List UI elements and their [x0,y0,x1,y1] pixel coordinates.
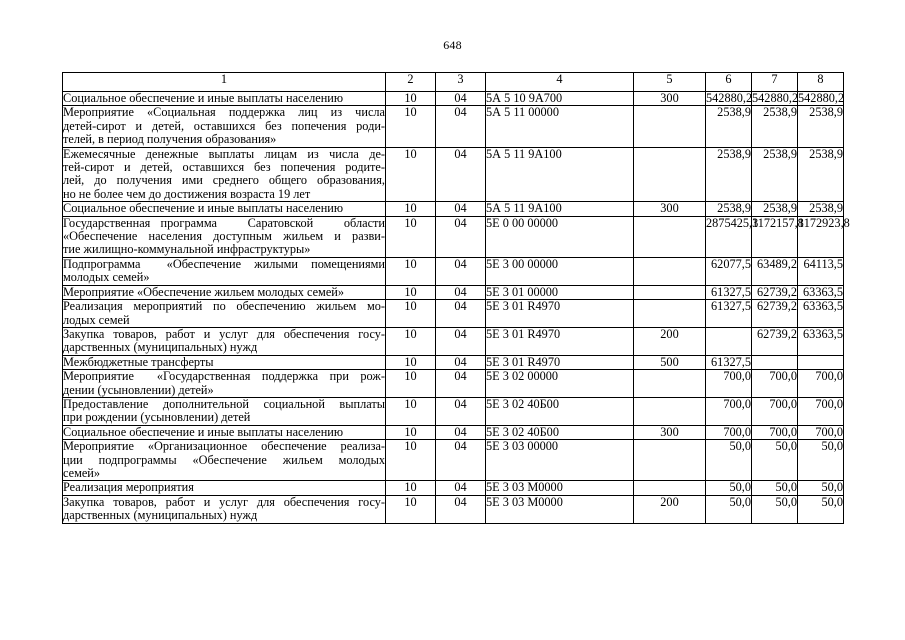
row-subsection-code: 04 [436,481,486,495]
row-name-line: телей, в период получения образования» [63,132,277,147]
row-target-code: 5А 5 11 9А100 [486,202,634,216]
row-expense-type-code [634,285,706,299]
row-amount-year2: 700,0 [752,370,798,398]
row-subsection-code: 04 [436,355,486,369]
table-row [63,92,844,106]
row-amount-year1: 700,0 [706,425,752,439]
row-name-line: семей» [63,465,101,480]
row-section-code: 10 [386,355,436,369]
row-amount-year3: 542880,2 [798,91,845,105]
row-amount-year3: 2538,9 [798,202,844,216]
row-name-cell [63,202,386,216]
row-subsection-code: 04 [436,370,486,398]
row-name-line: но не более чем до достижения возраста 19 лет [63,186,311,201]
page-number: 648 [443,38,462,52]
row-amount-year1: 50,0 [706,481,752,495]
row-name-line: Межбюджетные трансферты [63,354,214,369]
row-subsection-code: 04 [436,397,486,425]
row-expense-type-code: 300 [634,202,706,216]
row-subsection-code: 04 [436,300,486,328]
row-target-code: 5Е 3 01 R4970 [486,300,634,328]
row-amount-year3: 64113,5 [798,257,844,285]
table-row [63,106,844,147]
row-amount-year2: 50,0 [752,481,798,495]
row-name-line: детей-сирот и детей, оставшихся без попечения роди- [63,118,385,133]
row-name-cell [63,355,386,369]
row-name-line: Подпрограмма «Обеспечение жилыми помещениями [63,256,385,271]
row-name-cell [63,216,386,257]
row-amount-year1: 542880,2 [706,91,753,105]
column-header-5: 5 [634,73,706,92]
row-name-cell [63,92,386,106]
row-section-code: 10 [386,92,436,106]
row-name-cell [63,495,386,523]
row-name-cell [63,106,386,147]
row-amount-year1: 50,0 [706,495,752,523]
row-name-line: при рождении (усыновлении) детей [63,410,251,425]
row-amount-year1: 62077,5 [706,257,752,285]
row-subsection-code: 04 [436,202,486,216]
row-amount-year3: 50,0 [798,440,844,481]
row-subsection-code: 04 [436,285,486,299]
row-section-code: 10 [386,495,436,523]
row-amount-year3: 50,0 [798,495,844,523]
row-name-cell [63,440,386,481]
row-name-line: тие жилищно-коммунальной инфраструктуры» [63,242,311,257]
row-name-cell [63,147,386,202]
row-amount-year2: 50,0 [752,495,798,523]
row-amount-year3: 2538,9 [798,147,844,202]
table-header [63,73,844,92]
row-name-line: молодых семей» [63,270,150,285]
row-amount-year3: 700,0 [798,397,844,425]
row-amount-year1: 2538,9 [706,202,752,216]
row-amount-year3: 700,0 [798,370,844,398]
row-amount-year3: 63363,5 [798,327,844,355]
row-name-line: Мероприятие «Организационное обеспечение реализа- [63,439,385,454]
row-expense-type-code [634,300,706,328]
row-expense-type-code [634,147,706,202]
row-subsection-code: 04 [436,327,486,355]
row-target-code: 5Е 3 02 40Б00 [486,425,634,439]
row-subsection-code: 04 [436,147,486,202]
row-section-code: 10 [386,285,436,299]
row-amount-year1: 50,0 [706,440,752,481]
row-amount-year3: 2538,9 [798,106,844,147]
row-name-line: Социальное обеспечение и иные выплаты населению [63,91,344,105]
row-name-line: лодых семей [63,312,130,327]
row-amount-year3: 63363,5 [798,285,844,299]
row-target-code: 5Е 3 01 R4970 [486,355,634,369]
row-subsection-code: 04 [436,425,486,439]
table-row [63,355,844,369]
row-amount-year2: 63489,2 [752,257,798,285]
row-name-cell [63,425,386,439]
row-name-line: Государственная программа Саратовской области [63,215,385,230]
row-expense-type-code: 200 [634,327,706,355]
column-header-8: 8 [798,73,844,92]
table-row [63,425,844,439]
table-row [63,397,844,425]
row-section-code: 10 [386,216,436,257]
row-subsection-code: 04 [436,495,486,523]
row-amount-year3 [798,355,844,369]
row-amount-year2: 542880,2 [752,91,799,105]
row-name-line: Социальное обеспечение и иные выплаты населению [63,424,344,439]
row-target-code: 5Е 0 00 00000 [486,216,634,257]
row-target-code: 5А 5 11 00000 [486,106,634,147]
row-amount-year1: 2875425,3 [706,216,752,257]
row-expense-type-code [634,216,706,257]
row-amount-year2: 62739,2 [752,300,798,328]
column-header-7: 7 [752,73,798,92]
row-expense-type-code [634,257,706,285]
column-header-3: 3 [436,73,486,92]
row-target-code: 5А 5 11 9А100 [486,147,634,202]
row-name-line: тей-сирот и детей, оставшихся без попечения родите- [63,160,385,175]
row-name-line: Реализация мероприятий по обеспечению жильем мо- [63,299,385,314]
row-target-code: 5Е 3 03 00000 [486,440,634,481]
row-name-line: Ежемесячные денежные выплаты лицам из числа де- [63,146,385,161]
row-amount-year1: 61327,5 [706,300,752,328]
table-row [63,300,844,328]
row-name-line: Закупка товаров, работ и услуг для обеспечения госу- [63,326,385,341]
table-row [63,147,844,202]
row-expense-type-code: 200 [634,495,706,523]
row-name-cell [63,370,386,398]
row-target-code: 5Е 3 00 00000 [486,257,634,285]
budget-table-wrapper [62,72,850,524]
row-amount-year2: 700,0 [752,425,798,439]
row-name-cell [63,257,386,285]
row-amount-year1: 2538,9 [706,147,752,202]
row-section-code: 10 [386,147,436,202]
row-amount-year1: 700,0 [706,370,752,398]
row-name-line: лей, до получения ими среднего общего образования, [63,173,385,188]
row-name-line: Предоставление дополнительной социальной выплаты [63,396,385,411]
row-name-line: дарственных (муниципальных) нужд [63,340,258,355]
table-row [63,481,844,495]
row-amount-year2 [752,355,798,369]
row-expense-type-code: 500 [634,355,706,369]
row-expense-type-code [634,481,706,495]
row-section-code: 10 [386,300,436,328]
row-expense-type-code [634,440,706,481]
row-amount-year2: 2538,9 [752,147,798,202]
row-section-code: 10 [386,257,436,285]
row-expense-type-code: 300 [634,92,706,106]
row-section-code: 10 [386,202,436,216]
column-header-4: 4 [486,73,634,92]
row-section-code: 10 [386,397,436,425]
row-amount-year2: 2538,9 [752,106,798,147]
row-name-cell [63,397,386,425]
row-name-line: «Обеспечение населения доступным жильем и разви- [63,229,385,244]
column-header-1: 1 [63,73,386,92]
row-amount-year1: 61327,5 [706,355,752,369]
table-row [63,440,844,481]
row-name-line: дарственных (муниципальных) нужд [63,508,258,523]
row-name-line: дении (усыновлении) детей» [63,382,214,397]
row-expense-type-code [634,370,706,398]
row-target-code: 5Е 3 01 00000 [486,285,634,299]
row-amount-year1: 700,0 [706,397,752,425]
row-subsection-code: 04 [436,440,486,481]
row-subsection-code: 04 [436,92,486,106]
table-body [63,91,850,524]
row-name-cell [63,285,386,299]
row-expense-type-code: 300 [634,425,706,439]
row-amount-year1 [706,327,752,355]
row-amount-year1: 2538,9 [706,106,752,147]
row-section-code: 10 [386,327,436,355]
table-row [63,370,844,398]
row-expense-type-code [634,397,706,425]
row-target-code: 5Е 3 02 40Б00 [486,397,634,425]
row-target-code: 5Е 3 03 М0000 [486,481,634,495]
row-subsection-code: 04 [436,216,486,257]
row-section-code: 10 [386,425,436,439]
row-amount-year2: 700,0 [752,397,798,425]
row-amount-year3: 63363,5 [798,300,844,328]
row-target-code: 5Е 3 02 00000 [486,370,634,398]
row-amount-year3: 700,0 [798,425,844,439]
row-name-line: Мероприятие «Социальная поддержка лиц из числа [63,105,385,120]
row-amount-year2: 1172157,8 [752,216,798,257]
row-name-line: ции подпрограммы «Обеспечение жильем молодых [63,452,385,467]
table-row [63,495,844,523]
row-subsection-code: 04 [436,257,486,285]
column-header-2: 2 [386,73,436,92]
table-row [63,257,844,285]
row-expense-type-code [634,106,706,147]
row-section-code: 10 [386,481,436,495]
row-target-code: 5Е 3 03 М0000 [486,495,634,523]
row-amount-year2: 62739,2 [752,285,798,299]
row-amount-year1: 61327,5 [706,285,752,299]
row-name-cell [63,327,386,355]
row-name-line: Мероприятие «Государственная поддержка при рож- [63,369,385,384]
column-header-6: 6 [706,73,752,92]
row-section-code: 10 [386,440,436,481]
table-row [63,285,844,299]
row-section-code: 10 [386,370,436,398]
row-name-line: Мероприятие «Обеспечение жильем молодых семей» [63,284,345,299]
row-target-code: 5Е 3 01 R4970 [486,327,634,355]
row-name-cell [63,300,386,328]
row-amount-year2: 2538,9 [752,202,798,216]
row-name-line: Закупка товаров, работ и услуг для обеспечения госу- [63,494,385,509]
row-amount-year2: 50,0 [752,440,798,481]
row-amount-year2: 62739,2 [752,327,798,355]
row-subsection-code: 04 [436,106,486,147]
row-section-code: 10 [386,106,436,147]
row-name-line: Социальное обеспечение и иные выплаты населению [63,201,344,216]
table-header-row [63,73,844,92]
table-row [63,216,844,257]
row-name-cell [63,481,386,495]
row-target-code: 5А 5 10 9А700 [486,92,634,106]
budget-table [62,72,850,524]
table-row [63,327,844,355]
row-name-line: Реализация мероприятия [63,480,194,495]
row-amount-year3: 1172923,8 [798,216,844,257]
row-amount-year3: 50,0 [798,481,844,495]
table-row [63,202,844,216]
